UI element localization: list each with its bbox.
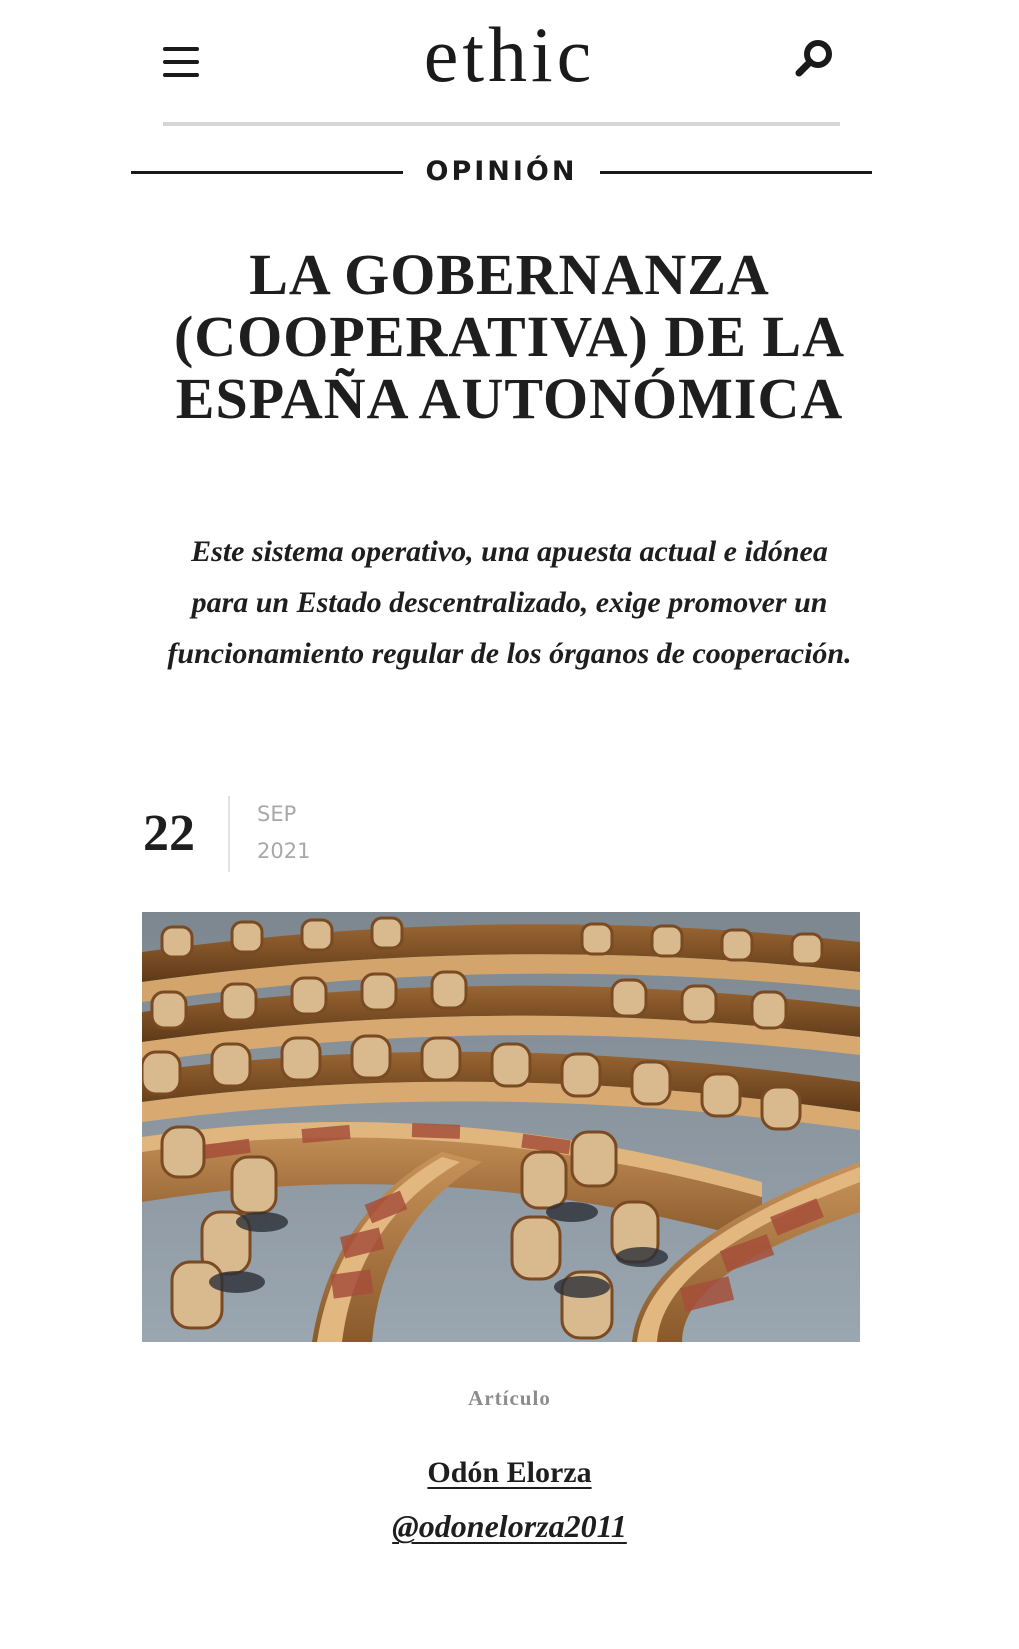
article-image [142, 912, 860, 1342]
date-year: 2021 [257, 839, 311, 863]
search-icon[interactable] [792, 36, 838, 82]
section-label[interactable]: OPINIÓN [425, 156, 578, 187]
section-heading [131, 152, 872, 192]
article-title: LA GOBERNANZA (COOPERATIVA) DE LA ESPAÑA AUTONÓMICA [173, 242, 846, 431]
date-month: SEP [257, 802, 297, 826]
header-divider [163, 122, 840, 126]
article-subtitle: Este sistema operativo, una apuesta actual e idónea para un Estado descentralizado, exige promover un funcionamiento regular de los órganos de cooperación. [167, 535, 852, 670]
author-link[interactable]: Odón Elorza [427, 1456, 592, 1489]
author-name [0, 1456, 1019, 1490]
site-header [0, 0, 1019, 130]
author-handle [0, 1508, 1019, 1545]
article-type-label: Artículo [468, 1386, 551, 1410]
date-day: 22 [143, 805, 195, 862]
site-logo[interactable]: ethic [423, 11, 596, 98]
date-divider [228, 796, 230, 872]
section-rule-right [600, 171, 872, 174]
author-handle-link[interactable]: @odonelorza2011 [392, 1508, 627, 1544]
